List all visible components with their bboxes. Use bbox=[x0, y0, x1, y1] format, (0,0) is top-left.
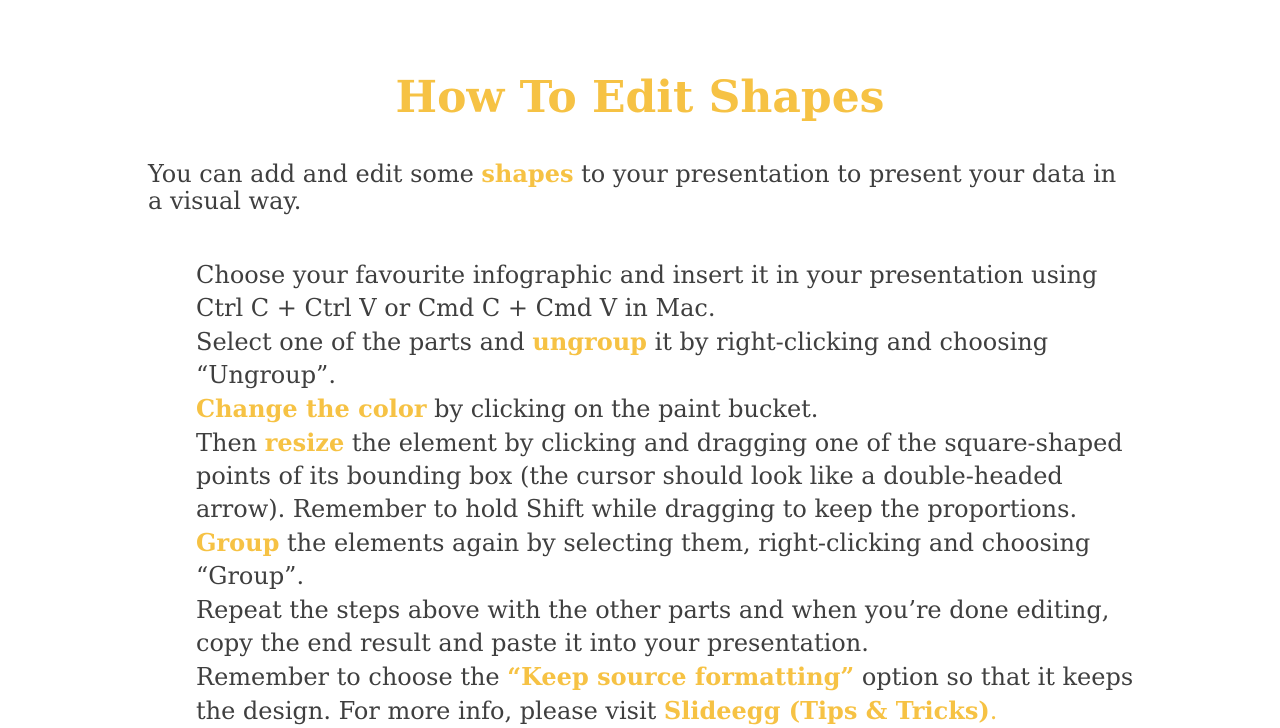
intro-text-after: to your presentation to present your data in a visual way. bbox=[148, 160, 1117, 215]
step-highlight: Change the color bbox=[196, 394, 427, 423]
step-highlight: ungroup bbox=[532, 327, 647, 356]
slideegg-tips-link[interactable]: Slideegg (Tips & Tricks) bbox=[663, 696, 990, 725]
step-period: . bbox=[989, 697, 998, 725]
step-item-ungroup bbox=[196, 325, 1151, 392]
step-text: it by right-clicking and choosing “Ungroup”. bbox=[196, 328, 1049, 389]
step-text: by clicking on the paint bucket. bbox=[426, 395, 819, 423]
step-text: the element by clicking and dragging one of the square-shaped points of its bounding box (the cursor should look like a double-headed arrow). Remember to hold Shift while dragging to keep the proportions. bbox=[196, 429, 1123, 523]
step-item-resize bbox=[196, 426, 1151, 526]
step-item-insert bbox=[196, 258, 1151, 325]
step-item-keep-formatting bbox=[196, 660, 1151, 728]
step-item-repeat bbox=[196, 593, 1151, 660]
step-highlight: resize bbox=[264, 428, 345, 457]
step-text: the elements again by selecting them, right-clicking and choosing “Group”. bbox=[196, 529, 1091, 590]
step-text: option so that it keeps the design. For more info, please visit bbox=[196, 663, 1134, 725]
step-text: Select one of the parts and bbox=[196, 328, 533, 356]
step-text: Repeat the steps above with the other parts and when you’re done editing, copy the end result and paste it into your presentation. bbox=[196, 596, 1110, 657]
step-highlight: Group bbox=[196, 528, 280, 557]
step-item-group bbox=[196, 526, 1151, 593]
keep-formatting-highlight: “Keep source formatting” bbox=[507, 662, 855, 691]
step-item-change-color bbox=[196, 392, 1151, 426]
step-text: Remember to choose the bbox=[196, 663, 508, 691]
intro-paragraph bbox=[148, 160, 1138, 215]
step-text: Choose your favourite infographic and insert it in your presentation using Ctrl C + Ctrl V or Cmd C + Cmd V in Mac. bbox=[196, 261, 1098, 322]
step-text: Then bbox=[196, 429, 265, 457]
slide-title: How To Edit Shapes bbox=[395, 72, 885, 123]
intro-text-before: You can add and edit some bbox=[148, 160, 482, 188]
intro-highlight-shapes: shapes bbox=[481, 159, 574, 188]
steps-list bbox=[196, 258, 1151, 728]
